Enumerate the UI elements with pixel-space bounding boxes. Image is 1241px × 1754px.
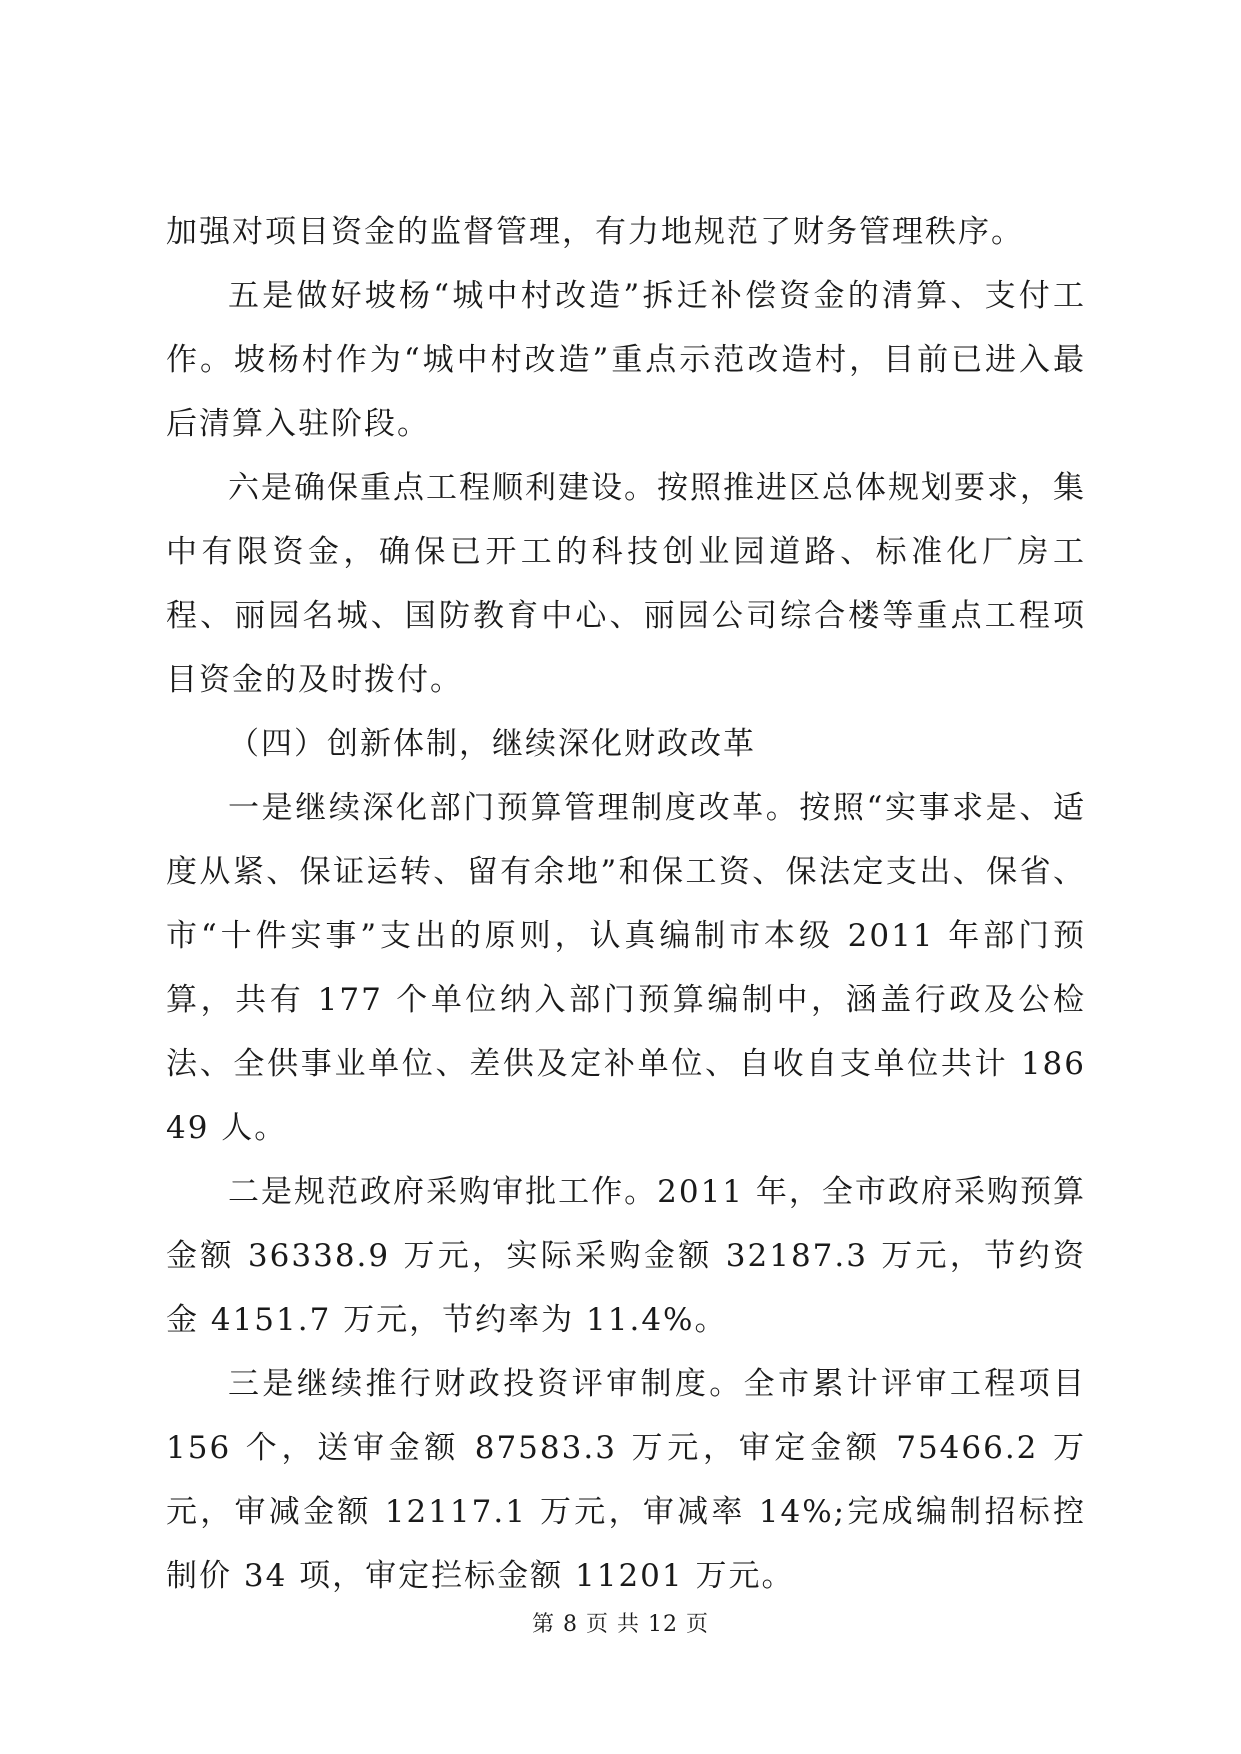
paragraph-item-one: 一是继续深化部门预算管理制度改革。按照“实事求是、适度从紧、保证运转、留有余地”和保工资、保法定支出、保省、市“十件实事”支出的原则，认真编制市本级 2011 年部门预算，共有 177 个单位纳入部门预算编制中，涵盖行政及公检法、全供事业单位、差供及定补单位、自收自支单位共计 18649 人。 <box>166 790 1086 1146</box>
paragraph-item-five: 五是做好坡杨“城中村改造”拆迁补偿资金的清算、支付工作。坡杨村作为“城中村改造”重点示范改造村，目前已进入最后清算入驻阶段。 <box>166 278 1086 442</box>
paragraph-item-three: 三是继续推行财政投资评审制度。全市累计评审工程项目 156 个，送审金额 87583.3 万元，审定金额 75466.2 万元，审减金额 12117.1 万元，审减率 14%;完成编制招标控制价 34 项，审定拦标金额 11201 万元。 <box>166 1366 1086 1594</box>
paragraph-item-six: 六是确保重点工程顺利建设。按照推进区总体规划要求，集中有限资金，确保已开工的科技创业园道路、标准化厂房工程、丽园名城、国防教育中心、丽园公司综合楼等重点工程项目资金的及时拨付。 <box>166 470 1086 698</box>
page-number-footer: 第 8 页 共 12 页 <box>532 1612 709 1637</box>
document-body <box>166 200 1086 1608</box>
section-heading-four: （四）创新体制，继续深化财政改革 <box>228 726 756 762</box>
paragraph-item-two: 二是规范政府采购审批工作。2011 年，全市政府采购预算金额 36338.9 万元，实际采购金额 32187.3 万元，节约资金 4151.7 万元，节约率为 11.4%。 <box>166 1174 1086 1338</box>
paragraph-continuation: 加强对项目资金的监督管理，有力地规范了财务管理秩序。 <box>166 214 1024 250</box>
